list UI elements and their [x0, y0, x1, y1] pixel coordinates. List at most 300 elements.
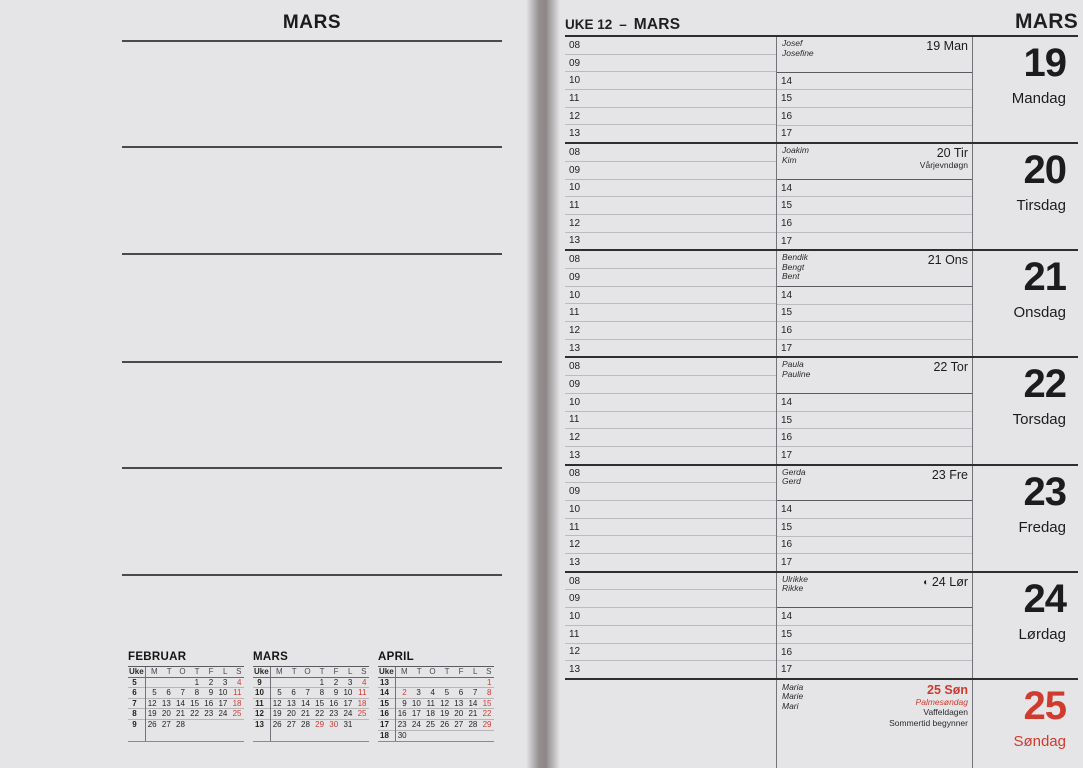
time-row: [777, 340, 972, 357]
time-label: 11: [569, 414, 580, 426]
week-number-cell: 13: [380, 677, 389, 687]
time-row: [565, 590, 776, 608]
day-cell: 4: [362, 677, 367, 687]
header-cell: Uke: [254, 667, 269, 676]
day-cell: [145, 678, 159, 688]
day-short-label: 22 Tor: [933, 360, 968, 375]
day-cell: [466, 678, 480, 688]
week-month-label: MARS: [633, 16, 681, 33]
time-label: 14: [781, 611, 793, 623]
time-row: [565, 287, 776, 305]
time-label: 16: [781, 646, 793, 658]
day-cell: [355, 720, 369, 731]
time-label: 16: [781, 110, 793, 122]
day-cell: 21: [468, 709, 478, 719]
day-cell: 12: [272, 698, 282, 708]
moon-phase-icon: ◐: [923, 576, 929, 588]
note-line: [122, 146, 502, 148]
time-row: [565, 429, 776, 447]
day-cell: 31: [343, 719, 353, 729]
mini-calendars: [128, 651, 503, 742]
mid-column: [777, 358, 973, 463]
nameday-name: Bent: [782, 271, 800, 282]
mini-calendar-title: MARS: [253, 651, 289, 663]
header-cell: F: [208, 667, 214, 676]
nameday-area: [777, 358, 972, 394]
day-cell: 28: [301, 719, 310, 729]
time-row: [777, 215, 972, 233]
binding-gutter: [526, 0, 560, 768]
time-label: 14: [781, 504, 793, 516]
day-note: Sommertid begynner: [889, 717, 968, 728]
day-cell: 19: [147, 709, 157, 719]
nameday-area: [777, 37, 972, 73]
header-cell: T: [166, 667, 172, 676]
day-cell: 28: [176, 719, 185, 729]
week-number-cell: 7: [132, 698, 137, 708]
nameday-list: [782, 683, 803, 712]
header-cell: O: [429, 667, 436, 676]
day-cell: 26: [272, 719, 282, 729]
day-cell: 5: [152, 688, 157, 698]
day-block: [565, 466, 1078, 573]
nameday-name: Josefine: [782, 47, 814, 58]
day-cell: 23: [397, 719, 407, 729]
day-cell: [395, 678, 409, 688]
header-cell: M: [275, 667, 283, 676]
day-cell: 16: [329, 698, 339, 708]
day-cell: [452, 731, 466, 742]
day-cell: 7: [180, 688, 185, 698]
week-number-cell: 13: [255, 719, 264, 729]
time-label: 12: [569, 432, 581, 444]
time-label: 09: [569, 271, 581, 283]
time-label: 11: [569, 200, 580, 212]
time-row: [777, 661, 972, 678]
day-cell: 4: [430, 688, 435, 698]
nameday-name: Bengt: [782, 261, 805, 272]
time-label: 10: [569, 75, 581, 87]
time-row: [777, 305, 972, 323]
day-cell: 14: [176, 698, 185, 708]
month-title: MARS: [1014, 10, 1078, 33]
day-cell: 7: [472, 688, 478, 698]
day-cell: 5: [444, 688, 450, 698]
day-short-label: 21 Ons: [927, 253, 968, 268]
time-row: [777, 108, 972, 126]
day-number: 23: [1023, 469, 1066, 514]
day-cell: 19: [272, 709, 282, 719]
day-cell: 21: [176, 709, 185, 719]
mini-calendar-grid: [378, 666, 494, 742]
time-row: [777, 394, 972, 412]
time-row: [565, 322, 776, 340]
week-label: UKE 12: [565, 17, 613, 32]
time-label: 14: [781, 75, 793, 87]
nameday-name: Josef: [782, 38, 803, 48]
time-row: [565, 501, 776, 519]
header-cell: Uke: [129, 667, 144, 676]
day-short-label: 23 Fre: [931, 467, 968, 482]
time-row: [777, 126, 972, 143]
day-number: 21: [1023, 255, 1066, 300]
nameday-name: Gerd: [782, 476, 801, 487]
day-cell: 11: [426, 698, 435, 708]
nameday-name: Pauline: [782, 368, 811, 379]
time-label: 10: [569, 611, 581, 622]
header-cell: O: [179, 667, 186, 676]
day-block: [565, 358, 1078, 465]
day-cell: 20: [286, 709, 296, 719]
day-number: 22: [1023, 362, 1066, 407]
time-row: [565, 661, 776, 678]
nameday-name: Ulrikke: [782, 573, 808, 584]
time-row: [565, 483, 776, 501]
time-row: [565, 162, 776, 180]
day-cell: [284, 678, 298, 688]
mid-column: [777, 251, 973, 356]
week-month-separator: –: [619, 17, 627, 32]
time-label: 10: [569, 289, 581, 301]
week-number-cell: 9: [257, 677, 262, 687]
header-cell: S: [236, 667, 242, 676]
time-column-left: [565, 251, 777, 356]
day-header-right: [920, 146, 968, 179]
time-label: 09: [569, 57, 581, 69]
time-row: [777, 412, 972, 430]
day-cell: 7: [305, 688, 310, 698]
time-row: [565, 608, 776, 626]
time-row: [565, 251, 776, 269]
time-label: 08: [569, 575, 581, 587]
day-cell: 20: [161, 709, 171, 719]
mini-calendar: [378, 651, 494, 742]
day-cell: [298, 678, 312, 688]
time-label: 17: [781, 664, 793, 676]
time-label: 11: [569, 628, 580, 640]
week-number-cell: 11: [255, 698, 264, 708]
time-label: 08: [569, 254, 581, 266]
header-cell: T: [416, 667, 422, 676]
week-number-cell: 15: [380, 698, 389, 708]
day-cell: 13: [454, 698, 464, 708]
mid-column: [777, 680, 973, 768]
day-number: 19: [1023, 41, 1066, 85]
time-label: 17: [781, 235, 793, 247]
time-label: 17: [781, 342, 793, 354]
weekday-name: Onsdag: [1013, 304, 1066, 322]
time-label: 17: [781, 557, 793, 568]
time-label: 09: [569, 593, 581, 605]
time-column-left: [565, 466, 777, 571]
note-line: [122, 467, 502, 469]
day-cell: 16: [397, 709, 407, 719]
time-row: [565, 394, 776, 412]
time-row: [777, 197, 972, 215]
day-cell: [466, 731, 480, 742]
day-cell: 2: [333, 677, 339, 687]
time-row: [565, 358, 776, 376]
day-cell: 5: [277, 688, 282, 698]
nameday-name: Gerda: [782, 466, 806, 477]
day-cell: 21: [301, 709, 310, 719]
time-label: 13: [569, 556, 581, 568]
day-cell: [270, 678, 284, 688]
week-number-cell: 12: [255, 709, 264, 719]
time-label: 08: [569, 39, 581, 51]
time-row: [777, 287, 972, 305]
day-header-right: [923, 575, 968, 608]
time-label: 15: [781, 628, 793, 640]
time-row: [565, 233, 776, 250]
nameday-name: Paula: [782, 359, 804, 370]
day-cell: 22: [190, 709, 200, 719]
time-label: 16: [781, 217, 793, 229]
day-cell: 3: [347, 677, 353, 687]
weekday-name: Fredag: [1018, 518, 1066, 536]
day-cell: 8: [194, 688, 200, 698]
day-cell: 25: [426, 719, 435, 729]
day-cell: 19: [440, 709, 450, 719]
day-cell: 22: [482, 709, 492, 719]
time-label: 13: [569, 128, 581, 140]
day-short-label: 25 Søn: [927, 682, 968, 697]
header-cell: M: [400, 667, 408, 676]
day-cell: 1: [319, 677, 325, 687]
time-column-left: [565, 358, 777, 463]
day-cell: 8: [487, 688, 492, 698]
note-line: [122, 361, 502, 363]
day-cell: 12: [440, 698, 450, 708]
day-cell: 30: [397, 730, 407, 740]
time-label: 15: [781, 200, 793, 212]
time-row: [777, 626, 972, 644]
nameday-list: [782, 575, 808, 608]
header-cell: L: [348, 667, 353, 676]
time-label: 14: [781, 182, 793, 194]
day-number-column: [973, 37, 1078, 142]
time-label: 12: [569, 539, 581, 551]
time-label: 13: [569, 342, 581, 354]
day-header-right: [928, 253, 968, 286]
time-row: [777, 519, 972, 537]
nameday-area: [777, 144, 972, 180]
time-row: [777, 501, 972, 519]
time-column-left: [565, 37, 777, 142]
day-cell: 30: [329, 719, 339, 729]
mini-calendar-title: FEBRUAR: [128, 651, 187, 663]
mini-calendar-grid: [253, 666, 369, 742]
mini-calendar-title: APRIL: [378, 651, 414, 663]
time-label: 13: [569, 664, 581, 676]
weekday-name: Lørdag: [1018, 625, 1066, 643]
day-cell: 14: [468, 698, 478, 708]
week-header-bar: [565, 0, 1078, 37]
day-number-column: [973, 573, 1078, 678]
note-line: [122, 253, 502, 255]
day-cell: 14: [301, 698, 310, 708]
time-label: 16: [781, 325, 793, 337]
time-label: 14: [781, 289, 793, 301]
day-cell: 17: [343, 698, 353, 708]
day-cell: 16: [204, 698, 214, 708]
week-number-cell: 17: [380, 719, 389, 729]
day-block: [565, 680, 1078, 768]
day-cell: 28: [468, 719, 478, 729]
time-label: 10: [569, 182, 581, 194]
day-number-column: [973, 466, 1078, 571]
time-row: [777, 554, 972, 571]
header-cell: L: [473, 667, 478, 676]
day-header-right: [933, 360, 968, 393]
day-number: 25: [1023, 683, 1066, 728]
time-label: 15: [781, 414, 793, 426]
day-note: Vårjevndøgn: [919, 160, 968, 171]
time-label: 09: [569, 379, 581, 390]
day-cell: 23: [204, 709, 214, 719]
day-cell: 9: [402, 698, 407, 708]
nameday-area: [777, 680, 972, 768]
day-number-column: [973, 680, 1078, 768]
time-label: 08: [569, 468, 581, 480]
day-block: [565, 37, 1078, 144]
day-blocks: [565, 37, 1078, 768]
day-header-right: [932, 468, 968, 501]
header-cell: T: [444, 667, 450, 676]
mid-column: [777, 37, 973, 142]
week-number-cell: 9: [132, 719, 137, 729]
day-cell: [409, 678, 423, 688]
day-short-label: 20 Tir: [936, 146, 968, 161]
day-cell: 10: [411, 698, 421, 708]
mid-column: [777, 466, 973, 571]
day-cell: 6: [291, 688, 296, 698]
header-cell: T: [291, 667, 297, 676]
nameday-name: Rikke: [782, 583, 804, 594]
day-cell: [202, 720, 216, 731]
day-cell: 17: [218, 698, 228, 708]
time-row: [777, 73, 972, 91]
day-cell: 3: [222, 677, 228, 687]
day-cell: [173, 678, 187, 688]
time-row: [777, 608, 972, 626]
header-cell: M: [150, 667, 158, 676]
day-cell: 17: [411, 709, 421, 719]
day-cell: 6: [458, 688, 464, 698]
header-cell: L: [223, 667, 228, 676]
day-cell: 24: [218, 709, 228, 719]
day-cell: 13: [286, 698, 296, 708]
day-cell: 15: [315, 698, 325, 708]
day-cell: 29: [482, 719, 492, 729]
day-cell: 6: [166, 688, 171, 698]
day-cell: 11: [358, 688, 367, 698]
day-cell: [437, 678, 451, 688]
title-underline: [122, 40, 502, 42]
time-label: 12: [569, 217, 581, 229]
day-cell: 18: [357, 698, 367, 708]
week-number-cell: 10: [255, 688, 264, 698]
time-label: 12: [569, 646, 581, 658]
time-label: 15: [781, 521, 793, 533]
day-cell: [230, 720, 244, 731]
time-label: 16: [781, 432, 793, 444]
day-block: [565, 251, 1078, 358]
time-row: [565, 304, 776, 322]
time-row: [777, 90, 972, 108]
header-cell: S: [486, 667, 492, 676]
day-cell: 27: [161, 719, 171, 729]
uke-column-divider: [270, 667, 271, 741]
week-header: [565, 16, 680, 34]
week-number-cell: 5: [132, 677, 137, 687]
time-row: [565, 90, 776, 108]
day-number-column: [973, 358, 1078, 463]
week-number-cell: 16: [380, 709, 389, 719]
day-cell: 26: [440, 719, 450, 729]
day-cell: [423, 731, 437, 742]
nameday-name: Bendik: [782, 252, 808, 263]
header-cell: T: [319, 667, 325, 676]
mid-column: [777, 144, 973, 249]
day-cell: 29: [315, 719, 325, 729]
day-cell: 1: [194, 677, 200, 687]
day-cell: 2: [402, 688, 407, 698]
right-page: [556, 0, 1083, 768]
nameday-name: Maria: [782, 681, 804, 692]
uke-column-divider: [145, 667, 146, 741]
time-label: 12: [569, 110, 581, 122]
day-cell: 15: [482, 698, 492, 708]
left-page: [0, 0, 536, 768]
time-label: 13: [569, 449, 581, 461]
time-label: 12: [569, 324, 581, 336]
time-row: [565, 72, 776, 90]
day-cell: [187, 720, 201, 731]
time-row: [565, 144, 776, 162]
time-row: [565, 269, 776, 287]
time-row: [565, 626, 776, 644]
nameday-list: [782, 146, 809, 179]
day-cell: 10: [343, 688, 353, 698]
day-cell: 27: [454, 719, 464, 729]
time-row: [565, 554, 776, 571]
time-label: 13: [569, 235, 581, 247]
nameday-name: Marie: [782, 691, 804, 702]
day-number: 24: [1023, 576, 1066, 621]
weekday-name: Torsdag: [1012, 411, 1066, 429]
day-cell: [452, 678, 466, 688]
weekday-name: Søndag: [1013, 732, 1066, 750]
nameday-name: Kim: [782, 154, 797, 165]
nameday-list: [782, 360, 810, 393]
time-label: 15: [781, 307, 793, 319]
weekday-name: Tirsdag: [1016, 197, 1066, 215]
time-column-left: [565, 573, 777, 678]
day-short-label: ◐ 24 Lør: [923, 574, 968, 589]
time-row: [777, 447, 972, 464]
nameday-list: [782, 468, 806, 501]
mini-calendar: [253, 651, 369, 742]
day-block: [565, 573, 1078, 680]
time-row: [565, 536, 776, 554]
note-line: [122, 574, 502, 576]
weekday-name: Mandag: [1011, 90, 1066, 107]
time-row: [565, 573, 776, 591]
day-number-column: [973, 144, 1078, 249]
day-note: Palmesøndag: [915, 696, 968, 707]
time-row: [777, 233, 972, 250]
